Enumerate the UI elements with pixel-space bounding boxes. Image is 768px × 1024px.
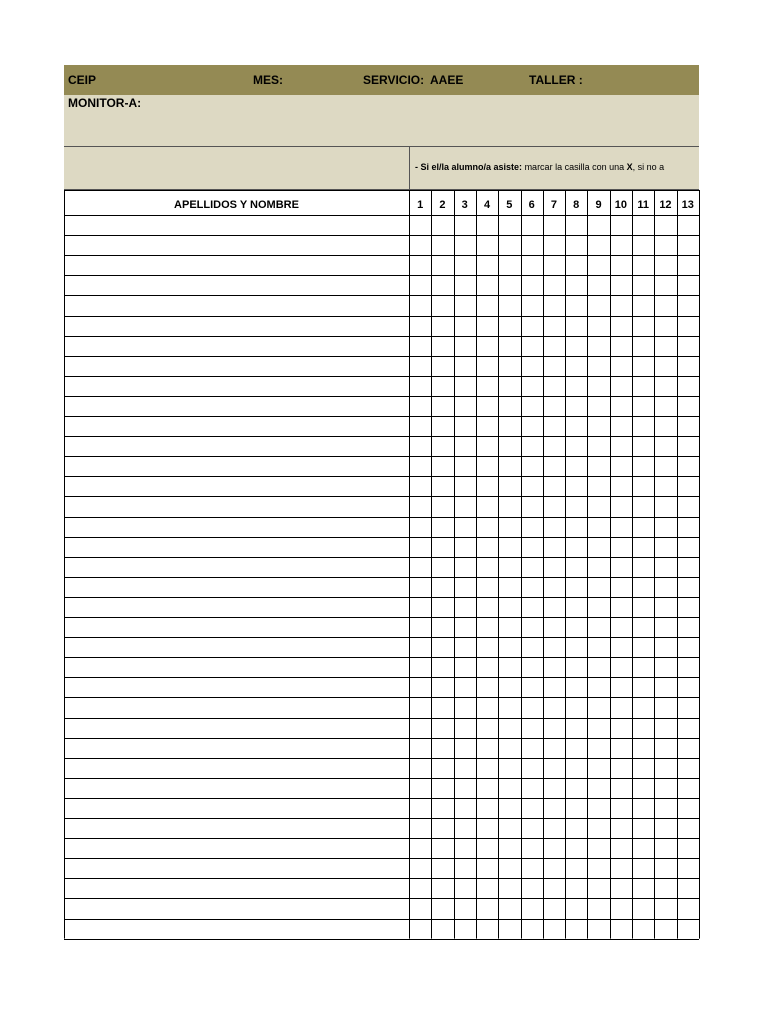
instructions-row — [64, 146, 699, 190]
mes-label: MES: — [253, 73, 283, 87]
ceip-label: CEIP — [68, 73, 97, 87]
day-header-4: 4 — [483, 199, 491, 211]
name-column-header: APELLIDOS Y NOMBRE — [174, 199, 299, 211]
instructions-prefix: - Si el/la alumno/a asiste: — [415, 162, 523, 172]
day-header-12: 12 — [659, 199, 672, 211]
day-header-7: 7 — [550, 199, 557, 211]
day-header-1: 1 — [417, 199, 424, 211]
day-header-3: 3 — [461, 199, 468, 211]
day-header-8: 8 — [573, 199, 580, 211]
day-header-11: 11 — [637, 199, 649, 211]
instructions-mark: X — [626, 162, 633, 172]
day-header-9: 9 — [595, 199, 602, 211]
monitor-label: MONITOR-A: — [68, 96, 142, 110]
monitor-row — [64, 95, 699, 146]
day-header-13: 13 — [681, 199, 694, 211]
day-header-6: 6 — [528, 199, 535, 211]
servicio-label: SERVICIO: — [363, 73, 425, 87]
day-header-2: 2 — [439, 199, 446, 211]
instructions-text — [415, 162, 664, 172]
day-header-10: 10 — [614, 199, 627, 211]
attendance-grid — [64, 190, 700, 940]
day-header-5: 5 — [506, 199, 513, 211]
servicio-value: AAEE — [430, 73, 464, 87]
taller-label: TALLER : — [529, 73, 583, 87]
instructions-divider — [409, 147, 410, 189]
instructions-middle: marcar la casilla con una — [524, 162, 625, 172]
grid-lines — [64, 190, 700, 940]
header-bar — [64, 65, 699, 95]
instructions-suffix: , si no a — [632, 162, 665, 172]
